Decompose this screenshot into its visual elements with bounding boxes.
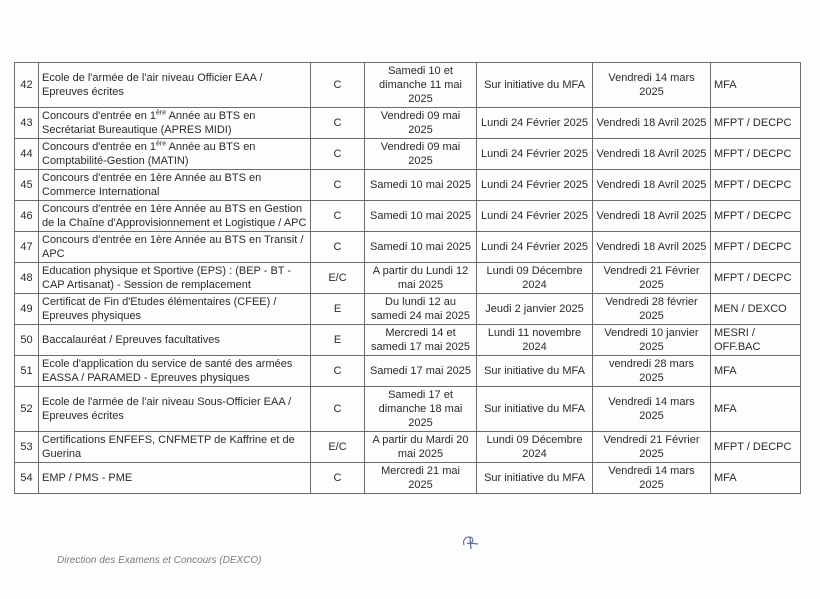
registration-close: Vendredi 18 Avril 2025 [593, 232, 711, 263]
exam-date: Du lundi 12 au samedi 24 mai 2025 [365, 294, 477, 325]
registration-open: Jeudi 2 janvier 2025 [477, 294, 593, 325]
exam-date: Samedi 10 et dimanche 11 mai 2025 [365, 63, 477, 108]
organizer: MFA [711, 463, 801, 494]
organizer: MFPT / DECPC [711, 201, 801, 232]
exam-title: Concours d'entrée en 1ère Année au BTS en Transit / APC [39, 232, 311, 263]
exam-title: Concours d'entrée en 1ère Année au BTS en Gestion de la Chaîne d'Approvisionnement et Logistique / APC [39, 201, 311, 232]
exam-date: Mercredi 14 et samedi 17 mai 2025 [365, 325, 477, 356]
table-row [15, 432, 801, 463]
exam-schedule-table [14, 62, 801, 494]
organizer: MFPT / DECPC [711, 108, 801, 139]
exam-title: Baccalauréat / Epreuves facultatives [39, 325, 311, 356]
exam-date: Samedi 10 mai 2025 [365, 232, 477, 263]
registration-open: Sur initiative du MFA [477, 63, 593, 108]
organizer: MFPT / DECPC [711, 139, 801, 170]
exam-title: Concours d'entrée en 1ère Année au BTS en Secrétariat Bureautique (APRES MIDI) [39, 108, 311, 139]
row-number: 51 [15, 356, 39, 387]
registration-open: Lundi 09 Décembre 2024 [477, 432, 593, 463]
registration-close: Vendredi 14 mars 2025 [593, 387, 711, 432]
registration-close: Vendredi 18 Avril 2025 [593, 170, 711, 201]
row-number: 42 [15, 63, 39, 108]
table-row [15, 263, 801, 294]
organizer: MFA [711, 387, 801, 432]
organizer: MFA [711, 63, 801, 108]
exam-title: Education physique et Sportive (EPS) : (BEP - BT - CAP Artisanat) - Session de remplacement [39, 263, 311, 294]
exam-date: Vendredi 09 mai 2025 [365, 108, 477, 139]
exam-type: C [311, 356, 365, 387]
exam-date: Samedi 10 mai 2025 [365, 201, 477, 232]
row-number: 53 [15, 432, 39, 463]
registration-close: Vendredi 21 Février 2025 [593, 263, 711, 294]
row-number: 48 [15, 263, 39, 294]
registration-close: vendredi 28 mars 2025 [593, 356, 711, 387]
exam-title: Ecole de l'armée de l'air niveau Officier EAA / Epreuves écrites [39, 63, 311, 108]
exam-title: Ecole de l'armée de l'air niveau Sous-Officier EAA / Epreuves écrites [39, 387, 311, 432]
footer-text: Direction des Examens et Concours (DEXCO) [57, 555, 262, 566]
row-number: 50 [15, 325, 39, 356]
registration-close: Vendredi 14 mars 2025 [593, 63, 711, 108]
organizer: MFA [711, 356, 801, 387]
row-number: 54 [15, 463, 39, 494]
table-row [15, 463, 801, 494]
handwritten-initials-icon [458, 531, 482, 553]
table-row [15, 356, 801, 387]
row-number: 45 [15, 170, 39, 201]
table-row [15, 170, 801, 201]
row-number: 49 [15, 294, 39, 325]
exam-type: E [311, 294, 365, 325]
table-row [15, 232, 801, 263]
organizer: MFPT / DECPC [711, 432, 801, 463]
registration-open: Lundi 24 Février 2025 [477, 139, 593, 170]
organizer: MESRI / OFF.BAC [711, 325, 801, 356]
row-number: 46 [15, 201, 39, 232]
exam-type: C [311, 232, 365, 263]
exam-date: Mercredi 21 mai 2025 [365, 463, 477, 494]
exam-type: C [311, 387, 365, 432]
exam-type: E/C [311, 263, 365, 294]
table-row [15, 201, 801, 232]
registration-close: Vendredi 28 février 2025 [593, 294, 711, 325]
registration-close: Vendredi 14 mars 2025 [593, 463, 711, 494]
registration-open: Lundi 09 Décembre 2024 [477, 263, 593, 294]
table-row [15, 325, 801, 356]
row-number: 52 [15, 387, 39, 432]
exam-type: E [311, 325, 365, 356]
table-row [15, 294, 801, 325]
table-row [15, 63, 801, 108]
exam-type: E/C [311, 432, 365, 463]
exam-type: C [311, 139, 365, 170]
table-row [15, 387, 801, 432]
table-row [15, 108, 801, 139]
exam-date: A partir du Mardi 20 mai 2025 [365, 432, 477, 463]
organizer: MEN / DEXCO [711, 294, 801, 325]
registration-open: Lundi 24 Février 2025 [477, 201, 593, 232]
exam-type: C [311, 463, 365, 494]
registration-open: Lundi 24 Février 2025 [477, 170, 593, 201]
exam-date: Samedi 17 et dimanche 18 mai 2025 [365, 387, 477, 432]
exam-date: Samedi 17 mai 2025 [365, 356, 477, 387]
registration-open: Sur initiative du MFA [477, 463, 593, 494]
exam-title: Certifications ENFEFS, CNFMETP de Kaffrine et de Guerina [39, 432, 311, 463]
row-number: 47 [15, 232, 39, 263]
registration-open: Lundi 11 novembre 2024 [477, 325, 593, 356]
exam-title: Concours d'entrée en 1ère Année au BTS en Commerce International [39, 170, 311, 201]
registration-open: Sur initiative du MFA [477, 356, 593, 387]
organizer: MFPT / DECPC [711, 170, 801, 201]
exam-title: Concours d'entrée en 1ère Année au BTS en Comptabilité-Gestion (MATIN) [39, 139, 311, 170]
exam-title: EMP / PMS - PME [39, 463, 311, 494]
registration-open: Sur initiative du MFA [477, 387, 593, 432]
registration-open: Lundi 24 Février 2025 [477, 232, 593, 263]
exam-type: C [311, 108, 365, 139]
exam-date: A partir du Lundi 12 mai 2025 [365, 263, 477, 294]
registration-close: Vendredi 21 Février 2025 [593, 432, 711, 463]
exam-type: C [311, 201, 365, 232]
exam-type: C [311, 170, 365, 201]
organizer: MFPT / DECPC [711, 263, 801, 294]
row-number: 43 [15, 108, 39, 139]
registration-close: Vendredi 10 janvier 2025 [593, 325, 711, 356]
exam-type: C [311, 63, 365, 108]
table-row [15, 139, 801, 170]
registration-close: Vendredi 18 Avril 2025 [593, 108, 711, 139]
registration-close: Vendredi 18 Avril 2025 [593, 201, 711, 232]
exam-date: Samedi 10 mai 2025 [365, 170, 477, 201]
exam-title: Ecole d'application du service de santé des armées EASSA / PARAMED - Epreuves physiques [39, 356, 311, 387]
registration-open: Lundi 24 Février 2025 [477, 108, 593, 139]
registration-close: Vendredi 18 Avril 2025 [593, 139, 711, 170]
exam-title: Certificat de Fin d'Etudes élémentaires (CFEE) / Epreuves physiques [39, 294, 311, 325]
exam-date: Vendredi 09 mai 2025 [365, 139, 477, 170]
organizer: MFPT / DECPC [711, 232, 801, 263]
row-number: 44 [15, 139, 39, 170]
